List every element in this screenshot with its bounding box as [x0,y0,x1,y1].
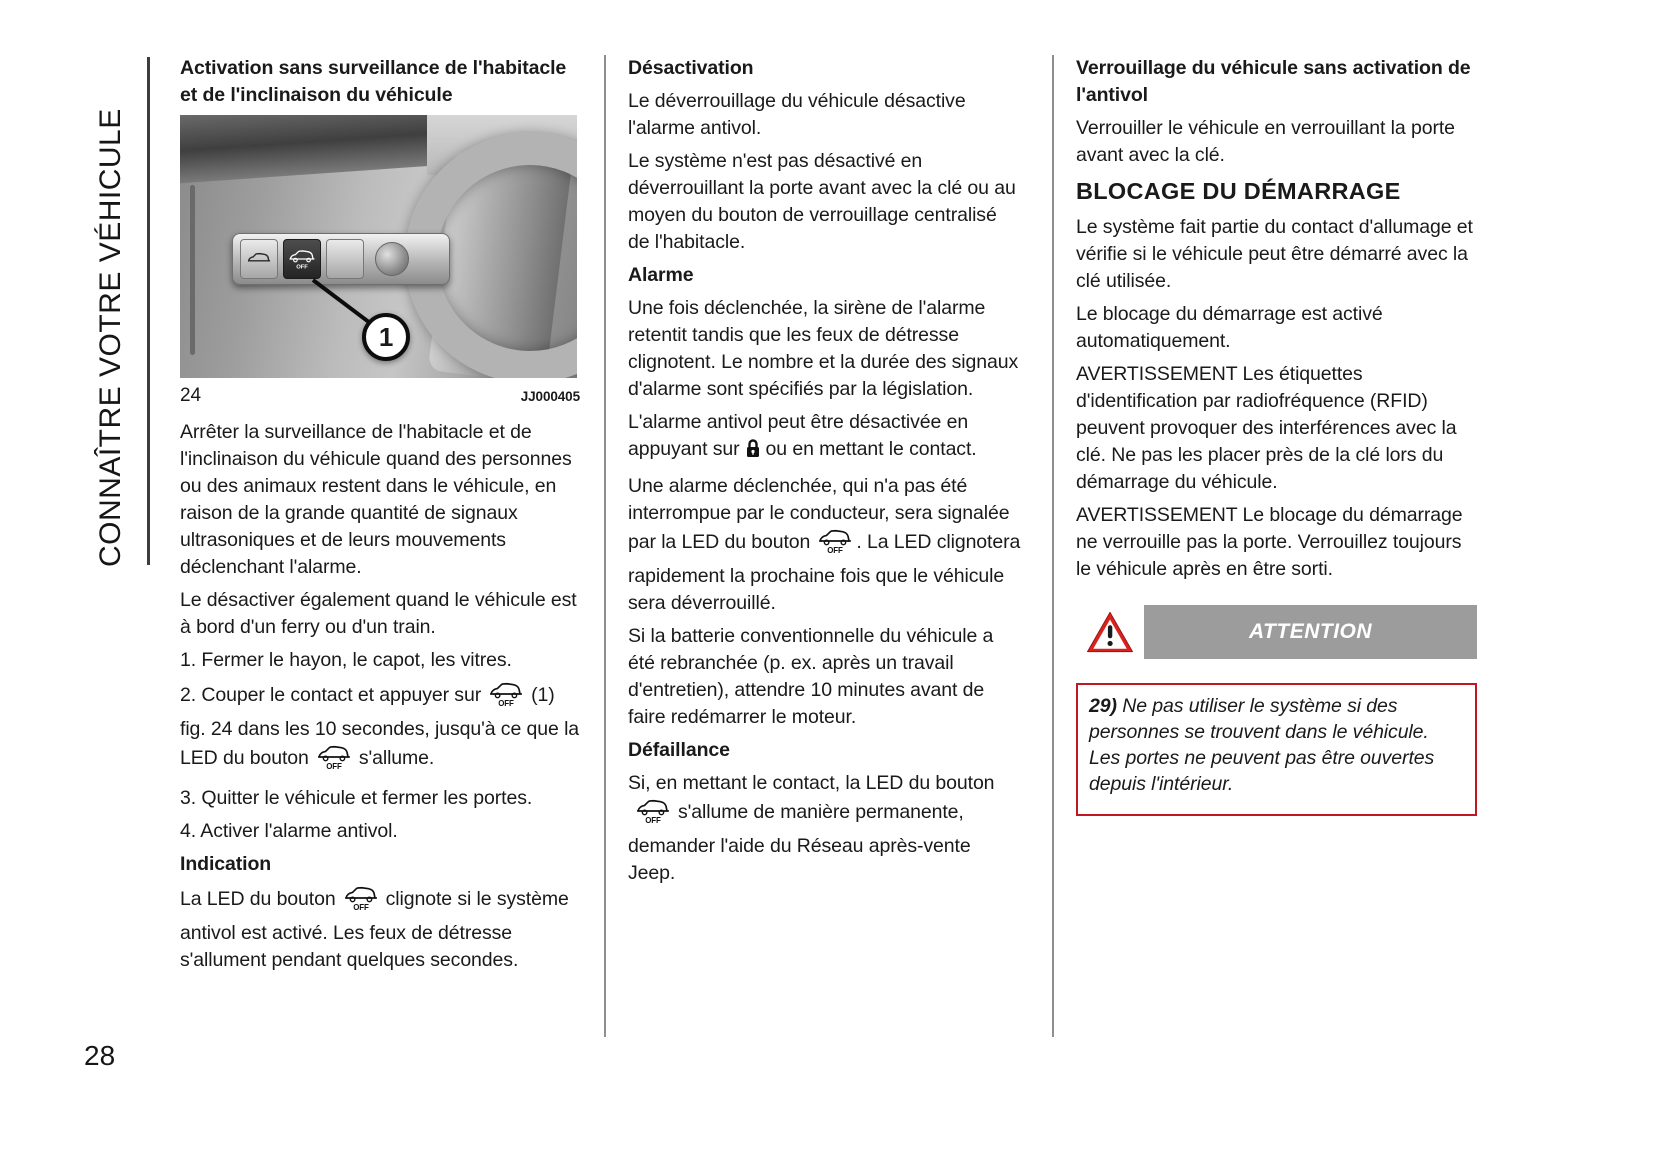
car-off-icon [341,884,381,920]
attention-banner [1076,605,1477,659]
chapter-sidebar-title: CONNAÎTRE VOTRE VÉHICULE [94,108,127,567]
alarme-text: ou en mettant le contact. [765,438,977,460]
step-2-text: (1) fig. 24 dans les 10 secondes, jusqu'à ce que la LED du bouton [180,684,580,770]
para-batterie: Si la batterie conventionnelle du véhicule a été rebranchée (p. ex. après un travail d'entretien), attendre 10 minutes avant de faire redémarrer le moteur. [628,625,994,728]
car-off-icon-white [287,248,317,270]
car-off-icon [633,797,673,833]
figure-code: JJ000405 [520,389,580,404]
svg-text:OFF: OFF [827,546,844,555]
para-verrouiller: Verrouiller le véhicule en verrouillant la porte avant avec la clé. [1076,117,1455,166]
para-deverrouillage: Le déverrouillage du véhicule désactive l'alarme antivol. [628,90,966,139]
defaillance-text: s'allume de manière permanente, demander l'aide du Réseau après-vente Jeep. [628,801,971,884]
step-3: 3. Quitter le véhicule et fermer les portes. [180,787,533,810]
svg-text:OFF: OFF [326,762,342,772]
car-off-icon [314,743,354,779]
page-number: 28 [84,1040,116,1071]
section-heading-verrouillage: Verrouillage du véhicule sans activation de l'antivol [1076,57,1471,106]
para-contact: Le système fait partie du contact d'allumage et vérifie si le véhicule peut être démarré avec la clé utilisée. [1076,215,1473,292]
note-number: 29) [1089,694,1117,717]
section-heading-blocage: BLOCAGE DU DÉMARRAGE [1076,178,1401,204]
car-off-icon [486,680,526,716]
para-declenchee [628,473,1022,617]
tilt-off-icon [246,251,272,268]
section-heading-alarme: Alarme [628,264,694,286]
rotary-knob [375,242,409,276]
callout-number: 1 [378,322,394,352]
callout-1 [362,313,410,361]
warning-triangle-icon [1076,605,1144,659]
figure-number: 24 [180,385,201,406]
door-seam [190,185,195,355]
para-systeme: Le système n'est pas désactivé en déverrouillant la porte avant avec la clé ou au moyen du bouton de verrouillage centralisé de l'habitacle. [628,150,1016,253]
step-4: 4. Activer l'alarme antivol. [180,820,398,843]
step-2-text: 2. Couper le contact et appuyer sur [180,684,482,707]
lock-icon [745,438,761,467]
column-2 [628,55,1022,893]
car-off-icon [815,527,855,563]
column-1 [180,55,580,980]
svg-text:OFF: OFF [498,699,514,709]
figure-24 [180,115,580,409]
tilt-off-button [240,239,278,279]
sidebar-rule [147,57,150,565]
button-panel [232,233,450,285]
section-heading-indication: Indication [180,853,272,876]
para-avertissement-rfid: AVERTISSEMENT Les étiquettes d'identification par radiofréquence (RFID) peuvent provoquer des interférences avec la clé. Ne pas les placer près de la clé lors du démarrage du véhicule. [1076,362,1457,493]
para-desactivee [628,409,1022,467]
defaillance-text: Si, en mettant le contact, la LED du bouton [628,772,995,794]
para-indication [180,884,580,974]
attention-label: ATTENTION [1248,620,1373,643]
figure-caption [180,383,580,409]
note-body: Ne pas utiliser le système si des personnes se trouvent dans le véhicule. Les portes ne peuvent pas être ouvertes depuis l'intérieur. [1089,694,1435,796]
alarme-text: . La LED clignotera rapidement la prochaine fois que le véhicule sera déverrouillé. [628,531,1021,614]
note-29-box [1076,683,1477,816]
indication-text: clignote si le système antivol est activé. Les feux de détresse s'allument pendant quelques secondes. [180,888,569,972]
para-automatique: Le blocage du démarrage est activé automatiquement. [1076,302,1383,352]
section-heading-desactivation: Désactivation [628,57,754,79]
step-2 [180,680,580,779]
step-2-text: s'allume. [358,747,435,770]
para-sirene: Une fois déclenchée, la sirène de l'alarme retentit tandis que les feux de détresse clignotent. Le nombre et la durée des signaux d'alarme sont spécifiés par la législation. [628,297,1019,400]
svg-text:OFF: OFF [645,816,661,825]
blank-button [326,239,364,279]
para-surveillance: Arrêter la surveillance de l'habitacle et de l'inclinaison du véhicule quand des personnes ou des animaux restent dans le véhicule, en raison de la grande quantité de signaux ultrasoniques et de leurs mouvements déclenchant l'alarme. [180,421,572,579]
alarme-text: Une alarme déclenchée, qui n'a pas été interrompue par le conducteur, sera signalée par la LED du bouton [628,475,1010,553]
para-defaillance [628,770,1022,887]
column-divider-1 [604,55,606,1037]
dashboard-photo [180,115,577,378]
step-1: 1. Fermer le hayon, le capot, les vitres. [180,649,512,672]
alarme-text: L'alarme antivol peut être désactivée en appuyant sur [628,411,969,460]
indication-text: La LED du bouton [180,888,336,911]
car-off-button [283,239,321,279]
column-divider-2 [1052,55,1054,1037]
para-ferry: Le désactiver également quand le véhicule est à bord d'un ferry ou d'un train. [180,589,577,639]
svg-text:OFF: OFF [352,903,369,913]
section-heading-activation: Activation sans surveillance de l'habitacle et de l'inclinaison du véhicule [180,57,567,106]
para-avertissement-porte: AVERTISSEMENT Le blocage du démarrage ne verrouille pas la porte. Verrouillez toujours le véhicule après en être sorti. [1076,503,1463,580]
column-3 [1076,55,1477,816]
svg-text:OFF: OFF [296,264,308,270]
section-heading-defaillance: Défaillance [628,739,730,761]
note-29-text [1089,693,1464,798]
